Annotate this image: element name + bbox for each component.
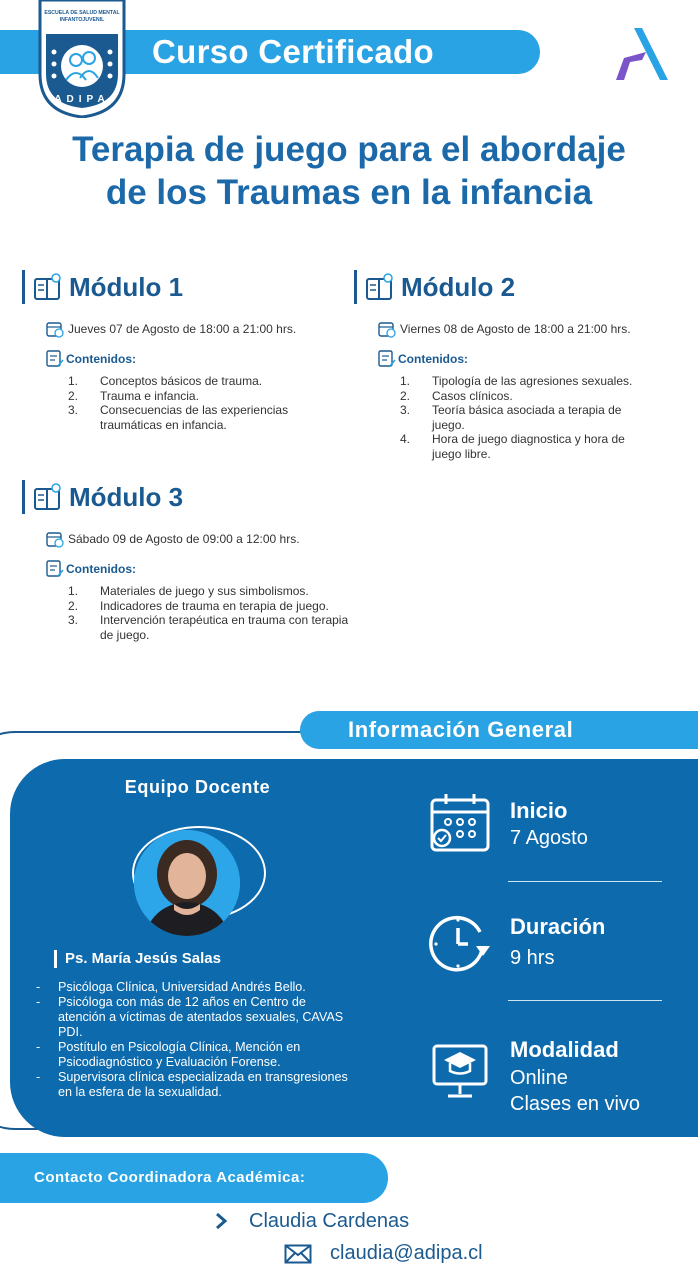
list-item: 2. Trauma e infancia. <box>68 388 199 403</box>
document-pencil-icon <box>46 350 64 368</box>
book-lightbulb-icon <box>33 272 63 302</box>
divider <box>508 881 662 882</box>
contents-label: Contenidos: <box>66 352 136 366</box>
course-title-line2: de los Traumas en la infancia <box>105 173 593 212</box>
module-date <box>46 320 352 338</box>
module-header <box>22 480 352 514</box>
modalidad-value-live: Clases en vivo <box>510 1093 641 1115</box>
badge-school-text: ESCUELA DE SALUD MENTAL <box>44 10 120 16</box>
coordinator-email-link[interactable]: claudia@adipa.cl <box>330 1242 483 1264</box>
calendar-clock-icon <box>46 320 64 338</box>
contents-list <box>68 584 352 642</box>
module-1 <box>22 270 352 432</box>
chevron-right-icon <box>214 1212 228 1230</box>
module-title: Módulo 1 <box>69 271 184 302</box>
module-2 <box>354 270 684 461</box>
module-3 <box>22 480 352 642</box>
list-item: 2. Casos clínicos. <box>400 388 513 403</box>
mail-icon <box>284 1244 312 1264</box>
list-item: 4. Hora de juego diagnostica y hora de juego libre. <box>400 432 625 461</box>
list-item: 3. Consecuencias de las experiencias traumáticas en infancia. <box>68 403 289 432</box>
adipa-logo-icon <box>612 22 672 82</box>
divider <box>508 1000 662 1001</box>
document-pencil-icon <box>46 560 64 578</box>
book-lightbulb-icon <box>365 272 395 302</box>
book-lightbulb-icon <box>33 482 63 512</box>
contents-label: Contenidos: <box>398 352 468 366</box>
list-item: 2. Indicadores de trauma en terapia de juego. <box>68 598 329 613</box>
calendar-icon <box>428 790 492 854</box>
contents-label: Contenidos: <box>66 562 136 576</box>
list-item: 1. Tipología de las agresiones sexuales. <box>400 374 633 388</box>
module-header <box>354 270 684 304</box>
modalidad-label: Modalidad <box>510 1037 619 1062</box>
module-date <box>378 320 684 338</box>
contact-heading: Contacto Coordinadora Académica: <box>34 1169 306 1186</box>
list-item: 1. Materiales de juego y sus simbolismos. <box>68 584 309 598</box>
contents-list <box>68 374 352 432</box>
inicio-label: Inicio <box>510 798 568 823</box>
list-item: - Postítulo en Psicología Clínica, Mención en Psicodiagnóstico y Evaluación Forense. <box>36 1040 301 1069</box>
course-type-title: Curso Certificado <box>152 33 434 70</box>
docente-name: Ps. María Jesús Salas <box>54 950 221 968</box>
docente-photo <box>134 830 240 936</box>
module-date <box>46 530 352 548</box>
calendar-clock-icon <box>378 320 396 338</box>
duracion-value: 9 hrs <box>510 947 555 969</box>
list-item: 1. Conceptos básicos de trauma. <box>68 374 263 388</box>
course-title-line1: Terapia de juego para el abordaje <box>72 130 626 169</box>
list-item: - Psicóloga con más de 12 años en Centro de atención a víctimas de atentados sexuales, CAVAS PDI. <box>36 995 344 1039</box>
module-date-text: Jueves 07 de Agosto de 18:00 a 21:00 hrs. <box>68 322 297 336</box>
document-pencil-icon <box>378 350 396 368</box>
contents-heading <box>378 350 684 368</box>
info-heading: Información General <box>348 717 574 742</box>
list-item: 3. Teoría básica asociada a terapia de juego. <box>400 403 622 432</box>
clock-icon <box>428 910 492 974</box>
list-item: - Supervisora clínica especializada en transgresiones en la esfera de la sexualidad. <box>36 1070 348 1099</box>
coordinator-name: Claudia Cardenas <box>249 1210 410 1232</box>
module-header <box>22 270 352 304</box>
list-item: 3. Intervención terapéutica en trauma con terapia de juego. <box>68 613 349 642</box>
contents-list <box>400 374 684 461</box>
contents-heading <box>46 350 352 368</box>
course-title <box>0 128 698 214</box>
team-title: Equipo Docente <box>124 777 271 797</box>
contents-heading <box>46 560 352 578</box>
graduation-monitor-icon <box>428 1038 492 1102</box>
inicio-value: 7 Agosto <box>510 827 588 849</box>
docente-bio-list <box>36 980 356 1100</box>
duracion-label: Duración <box>510 914 606 939</box>
calendar-clock-icon <box>46 530 64 548</box>
module-title: Módulo 3 <box>69 481 184 512</box>
svg-text:INFANTOJUVENIL: INFANTOJUVENIL <box>59 17 105 23</box>
module-date-text: Sábado 09 de Agosto de 09:00 a 12:00 hrs. <box>68 532 300 546</box>
module-date-text: Viernes 08 de Agosto de 18:00 a 21:00 hrs. <box>400 322 631 336</box>
module-title: Módulo 2 <box>401 271 516 302</box>
adipa-school-badge <box>36 0 128 118</box>
badge-adipa-text: ADIPA <box>54 94 110 105</box>
list-item: - Psicóloga Clínica, Universidad Andrés Bello. <box>36 980 306 994</box>
modalidad-value-online: Online <box>510 1067 568 1089</box>
